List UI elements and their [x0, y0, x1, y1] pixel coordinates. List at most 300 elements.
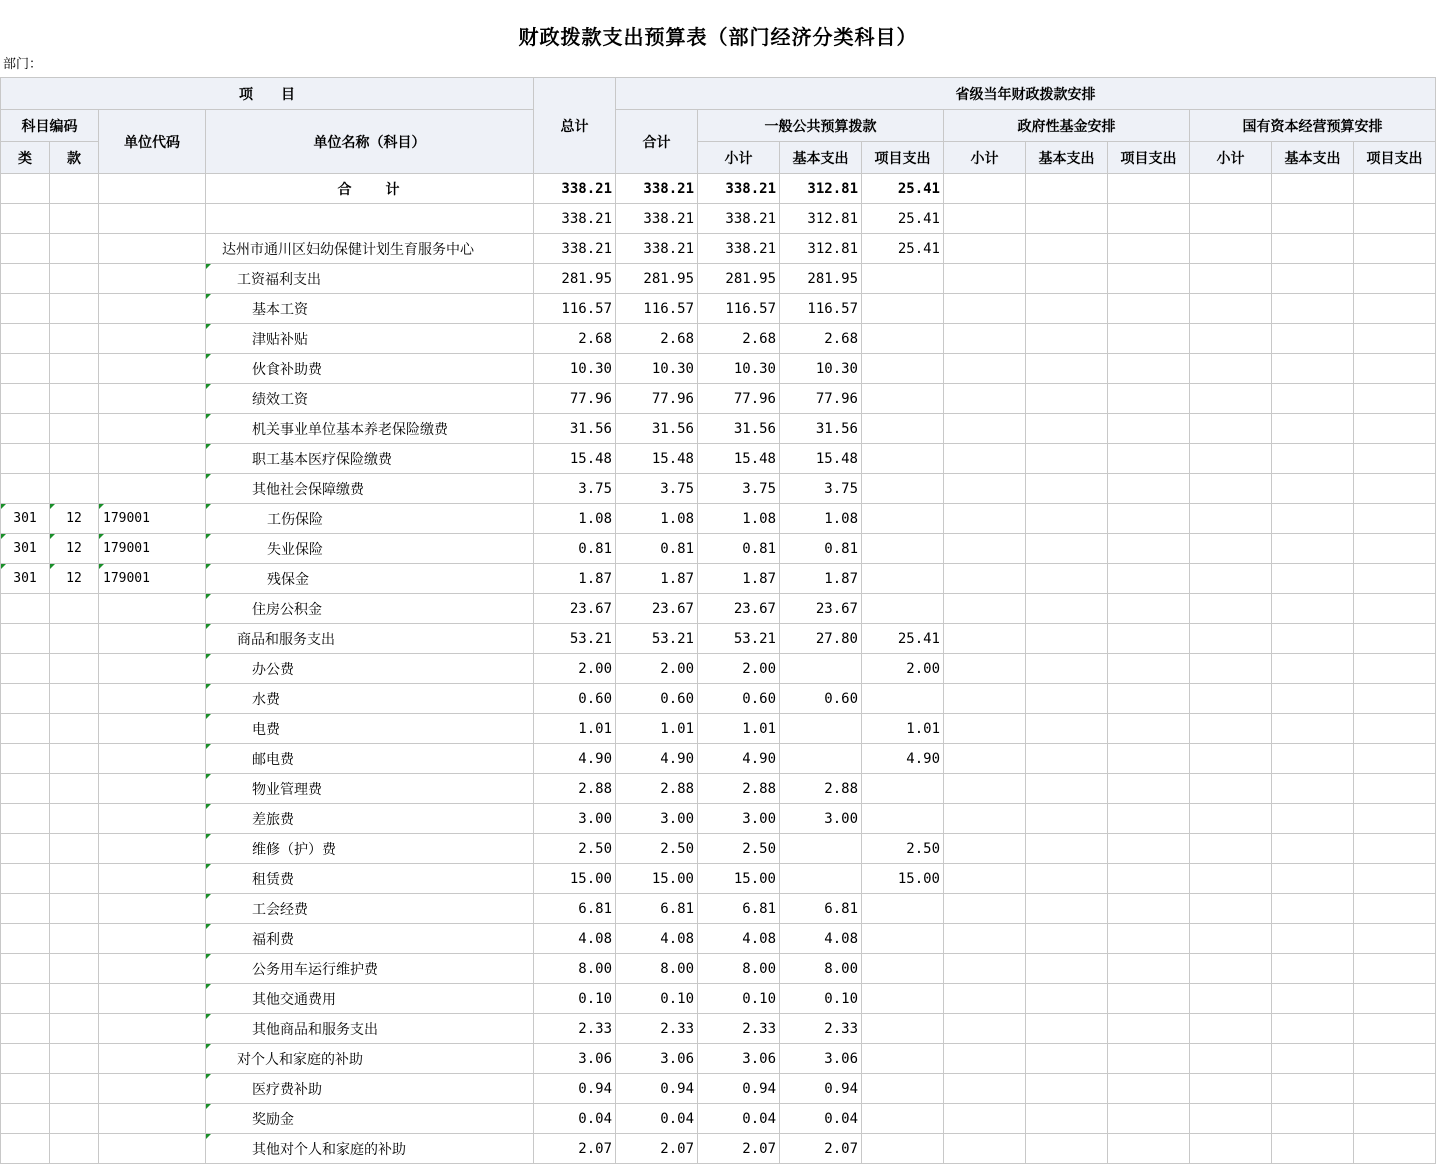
total-sum: 338.21 — [616, 174, 698, 204]
empty-cell — [1272, 234, 1354, 264]
unit-name-cell — [206, 864, 534, 894]
total-kuan-cell — [50, 174, 99, 204]
unit-name-cell-text: 其他社会保障缴费 — [252, 481, 364, 498]
unit-code-cell — [99, 774, 206, 804]
value-general-subtotal — [698, 1044, 780, 1074]
value-sum — [616, 204, 698, 234]
empty-cell — [1026, 714, 1108, 744]
lei-cell — [1, 1014, 50, 1044]
unit-code-cell — [99, 954, 206, 984]
kuan-cell — [50, 1014, 99, 1044]
header-provincial: 省级当年财政拨款安排 — [616, 78, 1436, 110]
empty-cell — [944, 864, 1026, 894]
table-row — [1, 984, 1436, 1014]
table-row — [1, 444, 1436, 474]
empty-cell — [1190, 1134, 1272, 1164]
kuan-cell — [50, 804, 99, 834]
value-general-subtotal — [698, 504, 780, 534]
empty-cell — [1108, 234, 1190, 264]
empty-cell — [1272, 774, 1354, 804]
unit-name-cell — [206, 654, 534, 684]
empty-cell — [1190, 414, 1272, 444]
cell-flag-marker — [206, 534, 211, 539]
table-row — [1, 894, 1436, 924]
unit-code-cell — [99, 264, 206, 294]
empty-cell — [1108, 774, 1190, 804]
empty-cell — [1108, 354, 1190, 384]
value-sum-text: 10.30 — [651, 360, 694, 377]
empty-cell — [1354, 564, 1436, 594]
cell-flag-marker — [206, 654, 211, 659]
value-general-basic — [780, 954, 862, 984]
value-sum-text: 4.08 — [660, 930, 694, 947]
kuan-cell — [50, 384, 99, 414]
value-general-basic — [780, 1134, 862, 1164]
lei-cell — [1, 474, 50, 504]
value-general-subtotal — [698, 384, 780, 414]
value-general-basic-text: 4.08 — [824, 930, 858, 947]
empty-cell — [1026, 654, 1108, 684]
unit-name-cell-text: 办公费 — [252, 661, 294, 678]
value-sum-text: 2.50 — [660, 840, 694, 857]
value-sum — [616, 264, 698, 294]
value-total-text: 0.81 — [578, 540, 612, 557]
unit-code-cell — [99, 894, 206, 924]
lei-cell — [1, 1074, 50, 1104]
value-sum-text: 0.81 — [660, 540, 694, 557]
value-total — [534, 714, 616, 744]
empty-cell — [1108, 1014, 1190, 1044]
unit-name-cell — [206, 324, 534, 354]
value-general-basic-text: 2.07 — [824, 1140, 858, 1157]
lei-cell — [1, 684, 50, 714]
value-total-text: 2.68 — [578, 330, 612, 347]
value-general-subtotal-text: 0.94 — [742, 1080, 776, 1097]
kuan-cell — [50, 1134, 99, 1164]
cell-flag-marker — [206, 804, 211, 809]
table-body — [1, 174, 1436, 1164]
lei-cell — [1, 654, 50, 684]
unit-code-cell — [99, 834, 206, 864]
value-general-project-text: 25.41 — [897, 240, 940, 257]
value-general-project — [862, 1104, 944, 1134]
value-general-basic — [780, 264, 862, 294]
empty-cell — [1026, 264, 1108, 294]
value-sum — [616, 954, 698, 984]
value-total — [534, 1014, 616, 1044]
empty-cell — [1354, 714, 1436, 744]
value-total-text: 8.00 — [578, 960, 612, 977]
unit-name-cell — [206, 744, 534, 774]
value-general-subtotal — [698, 354, 780, 384]
kuan-cell — [50, 354, 99, 384]
empty-cell — [944, 1014, 1026, 1044]
empty-cell — [1190, 264, 1272, 294]
value-general-basic — [780, 774, 862, 804]
kuan-cell — [50, 264, 99, 294]
value-sum-text: 53.21 — [651, 630, 694, 647]
table-row — [1, 564, 1436, 594]
empty-cell — [1272, 414, 1354, 444]
header-subject-code: 科目编码 — [1, 110, 99, 142]
empty-cell — [1354, 1014, 1436, 1044]
cell-flag-marker — [206, 864, 211, 869]
lei-cell — [1, 624, 50, 654]
cell-flag-marker — [1, 504, 6, 509]
value-total — [534, 534, 616, 564]
value-general-project-text: 1.01 — [906, 720, 940, 737]
value-general-basic-text: 3.06 — [824, 1050, 858, 1067]
lei-cell — [1, 264, 50, 294]
lei-cell — [1, 414, 50, 444]
empty-cell — [1108, 444, 1190, 474]
cell-flag-marker — [206, 354, 211, 359]
value-sum-text: 0.94 — [660, 1080, 694, 1097]
lei-cell — [1, 834, 50, 864]
value-general-project — [862, 834, 944, 864]
kuan-cell — [50, 624, 99, 654]
table-row — [1, 834, 1436, 864]
unit-name-cell — [206, 354, 534, 384]
kuan-cell — [50, 324, 99, 354]
value-general-project — [862, 204, 944, 234]
unit-name-cell-text: 失业保险 — [267, 541, 323, 558]
kuan-cell — [50, 744, 99, 774]
value-general-subtotal-text: 2.07 — [742, 1140, 776, 1157]
lei-cell — [1, 894, 50, 924]
empty-cell — [944, 204, 1026, 234]
empty-cell — [944, 924, 1026, 954]
unit-name-cell — [206, 834, 534, 864]
empty-cell — [1190, 564, 1272, 594]
value-general-subtotal — [698, 984, 780, 1014]
value-sum — [616, 834, 698, 864]
value-general-basic-text: 77.96 — [815, 390, 858, 407]
header-general-budget: 一般公共预算拨款 — [698, 110, 944, 142]
empty-cell — [1026, 1074, 1108, 1104]
value-sum-text: 116.57 — [643, 300, 694, 317]
unit-name-cell-text: 租赁费 — [252, 871, 294, 888]
value-general-subtotal — [698, 564, 780, 594]
empty-cell — [1272, 294, 1354, 324]
cell-flag-marker — [206, 1014, 211, 1019]
unit-name-cell-text: 对个人和家庭的补助 — [237, 1051, 363, 1068]
value-sum — [616, 1014, 698, 1044]
value-general-basic — [780, 1074, 862, 1104]
unit-name-cell-text: 电费 — [252, 721, 280, 738]
empty-cell — [944, 264, 1026, 294]
table-row — [1, 804, 1436, 834]
unit-name-cell-text: 医疗费补助 — [252, 1081, 322, 1098]
value-general-project-text: 2.00 — [906, 660, 940, 677]
empty-cell — [1026, 564, 1108, 594]
unit-code-cell — [99, 624, 206, 654]
value-general-project — [862, 954, 944, 984]
lei-cell-text: 301 — [13, 541, 37, 556]
empty-cell — [1272, 804, 1354, 834]
empty-cell — [1190, 864, 1272, 894]
unit-code-cell — [99, 1074, 206, 1104]
kuan-cell — [50, 474, 99, 504]
value-sum-text: 8.00 — [660, 960, 694, 977]
empty-cell — [1354, 864, 1436, 894]
value-sum-text: 0.10 — [660, 990, 694, 1007]
header-kuan: 款 — [50, 142, 99, 174]
value-general-basic-text: 0.94 — [824, 1080, 858, 1097]
value-total — [534, 354, 616, 384]
value-total-text: 2.33 — [578, 1020, 612, 1037]
empty-cell — [1190, 654, 1272, 684]
table-row — [1, 414, 1436, 444]
cell-flag-marker — [50, 504, 55, 509]
value-general-basic — [780, 504, 862, 534]
table-row — [1, 1104, 1436, 1134]
value-general-basic — [780, 1014, 862, 1044]
empty-cell — [1026, 804, 1108, 834]
empty-cell — [1108, 384, 1190, 414]
value-total — [534, 384, 616, 414]
empty-cell — [944, 804, 1026, 834]
value-total — [534, 414, 616, 444]
value-total-text: 2.88 — [578, 780, 612, 797]
unit-name-cell-text: 福利费 — [252, 931, 294, 948]
empty-cell — [1108, 894, 1190, 924]
cell-flag-marker — [99, 534, 104, 539]
value-general-subtotal — [698, 1074, 780, 1104]
empty-cell — [1272, 504, 1354, 534]
unit-code-cell-text: 179001 — [103, 541, 150, 556]
value-general-project — [862, 774, 944, 804]
empty-cell — [1190, 984, 1272, 1014]
value-general-subtotal — [698, 534, 780, 564]
value-general-subtotal-text: 77.96 — [733, 390, 776, 407]
value-general-basic — [780, 654, 862, 684]
table-row — [1, 684, 1436, 714]
value-total-text: 10.30 — [569, 360, 612, 377]
empty-cell — [1190, 1014, 1272, 1044]
unit-name-cell — [206, 684, 534, 714]
empty-cell — [944, 384, 1026, 414]
empty-cell — [1354, 534, 1436, 564]
empty-cell — [1190, 354, 1272, 384]
budget-table — [0, 77, 1436, 1164]
value-sum — [616, 384, 698, 414]
unit-code-cell — [99, 804, 206, 834]
total-capital-subtotal — [1190, 174, 1272, 204]
unit-name-cell — [206, 1104, 534, 1134]
value-total-text: 281.95 — [561, 270, 612, 287]
empty-cell — [944, 564, 1026, 594]
empty-cell — [1354, 804, 1436, 834]
unit-name-cell-text: 达州市通川区妇幼保健计划生育服务中心 — [222, 241, 474, 258]
empty-cell — [1026, 864, 1108, 894]
cell-flag-marker — [99, 504, 104, 509]
empty-cell — [944, 984, 1026, 1014]
value-total-text: 3.75 — [578, 480, 612, 497]
value-general-basic-text: 23.67 — [815, 600, 858, 617]
empty-cell — [1272, 1044, 1354, 1074]
value-general-subtotal-text: 0.60 — [742, 690, 776, 707]
value-general-subtotal — [698, 1104, 780, 1134]
empty-cell — [1272, 324, 1354, 354]
value-sum — [616, 294, 698, 324]
empty-cell — [1190, 954, 1272, 984]
unit-code-cell — [99, 864, 206, 894]
table-row — [1, 774, 1436, 804]
unit-name-cell-text: 基本工资 — [252, 301, 308, 318]
empty-cell — [1272, 654, 1354, 684]
value-sum — [616, 654, 698, 684]
empty-cell — [1354, 654, 1436, 684]
empty-cell — [1190, 324, 1272, 354]
value-total-text: 77.96 — [569, 390, 612, 407]
empty-cell — [1190, 834, 1272, 864]
unit-code-cell — [99, 984, 206, 1014]
unit-name-cell — [206, 894, 534, 924]
value-general-subtotal-text: 4.08 — [742, 930, 776, 947]
unit-name-cell — [206, 1134, 534, 1164]
empty-cell — [1108, 714, 1190, 744]
table-row — [1, 654, 1436, 684]
value-general-subtotal-text: 6.81 — [742, 900, 776, 917]
empty-cell — [1354, 414, 1436, 444]
value-sum-text: 23.67 — [651, 600, 694, 617]
empty-cell — [1354, 774, 1436, 804]
empty-cell — [1354, 594, 1436, 624]
unit-name-cell-text: 残保金 — [267, 571, 309, 588]
kuan-cell — [50, 774, 99, 804]
header-capital-basic: 基本支出 — [1272, 142, 1354, 174]
header-lei: 类 — [1, 142, 50, 174]
cell-flag-marker — [50, 564, 55, 569]
table-row — [1, 744, 1436, 774]
value-general-basic — [780, 324, 862, 354]
value-general-basic-text: 1.08 — [824, 510, 858, 527]
unit-code-cell — [99, 324, 206, 354]
value-general-project — [862, 714, 944, 744]
kuan-cell — [50, 564, 99, 594]
value-sum — [616, 804, 698, 834]
unit-name-cell-text: 其他交通费用 — [252, 991, 336, 1008]
value-total — [534, 954, 616, 984]
lei-cell-text: 301 — [13, 511, 37, 526]
unit-name-cell — [206, 954, 534, 984]
value-general-project — [862, 354, 944, 384]
value-sum-text: 2.88 — [660, 780, 694, 797]
empty-cell — [1108, 1044, 1190, 1074]
empty-cell — [1272, 744, 1354, 774]
kuan-cell — [50, 444, 99, 474]
value-total — [534, 894, 616, 924]
unit-name-cell — [206, 414, 534, 444]
kuan-cell — [50, 684, 99, 714]
value-general-basic-text: 0.81 — [824, 540, 858, 557]
header-general-project: 项目支出 — [862, 142, 944, 174]
empty-cell — [944, 624, 1026, 654]
value-sum — [616, 744, 698, 774]
value-general-project — [862, 684, 944, 714]
empty-cell — [1272, 594, 1354, 624]
unit-name-cell — [206, 564, 534, 594]
empty-cell — [1354, 924, 1436, 954]
empty-cell — [1190, 444, 1272, 474]
value-total — [534, 744, 616, 774]
value-total — [534, 594, 616, 624]
value-general-subtotal — [698, 894, 780, 924]
value-general-project-text: 15.00 — [897, 870, 940, 887]
empty-cell — [1026, 474, 1108, 504]
empty-cell — [1272, 1074, 1354, 1104]
cell-flag-marker — [206, 834, 211, 839]
empty-cell — [1272, 1014, 1354, 1044]
empty-cell — [1026, 504, 1108, 534]
unit-name-cell — [206, 294, 534, 324]
table-row — [1, 264, 1436, 294]
value-general-subtotal-text: 0.81 — [742, 540, 776, 557]
value-general-subtotal-text: 0.10 — [742, 990, 776, 1007]
value-general-subtotal-text: 10.30 — [733, 360, 776, 377]
empty-cell — [1190, 594, 1272, 624]
value-general-basic-text: 116.57 — [807, 300, 858, 317]
unit-name-cell-text: 物业管理费 — [252, 781, 322, 798]
cell-flag-marker — [206, 684, 211, 689]
value-general-project — [862, 564, 944, 594]
empty-cell — [1108, 474, 1190, 504]
value-sum-text: 4.90 — [660, 750, 694, 767]
kuan-cell — [50, 594, 99, 624]
lei-cell — [1, 564, 50, 594]
unit-code-cell-text: 179001 — [103, 511, 150, 526]
unit-code-cell — [99, 504, 206, 534]
empty-cell — [1354, 984, 1436, 1014]
value-total-text: 15.48 — [569, 450, 612, 467]
kuan-cell — [50, 414, 99, 444]
unit-code-cell — [99, 654, 206, 684]
unit-name-cell — [206, 594, 534, 624]
value-general-subtotal — [698, 414, 780, 444]
value-general-project — [862, 384, 944, 414]
unit-name-cell — [206, 924, 534, 954]
value-general-basic — [780, 534, 862, 564]
value-sum — [616, 234, 698, 264]
header-general-subtotal: 小计 — [698, 142, 780, 174]
value-total-text: 23.67 — [569, 600, 612, 617]
cell-flag-marker — [1, 564, 6, 569]
empty-cell — [1026, 924, 1108, 954]
value-total-text: 53.21 — [569, 630, 612, 647]
header-unit-code: 单位代码 — [99, 110, 206, 174]
value-total-text: 3.00 — [578, 810, 612, 827]
table-row — [1, 594, 1436, 624]
value-total-text: 0.04 — [578, 1110, 612, 1127]
value-general-project — [862, 504, 944, 534]
lei-cell — [1, 954, 50, 984]
unit-name-cell-text: 邮电费 — [252, 751, 294, 768]
lei-cell — [1, 234, 50, 264]
empty-cell — [944, 474, 1026, 504]
lei-cell — [1, 744, 50, 774]
value-general-basic-text: 8.00 — [824, 960, 858, 977]
value-sum — [616, 684, 698, 714]
empty-cell — [944, 954, 1026, 984]
empty-cell — [1026, 834, 1108, 864]
table-row — [1, 1134, 1436, 1164]
value-general-basic — [780, 474, 862, 504]
empty-cell — [1354, 294, 1436, 324]
unit-name-cell-text: 其他对个人和家庭的补助 — [252, 1141, 406, 1158]
value-general-subtotal-text: 23.67 — [733, 600, 776, 617]
empty-cell — [1108, 324, 1190, 354]
